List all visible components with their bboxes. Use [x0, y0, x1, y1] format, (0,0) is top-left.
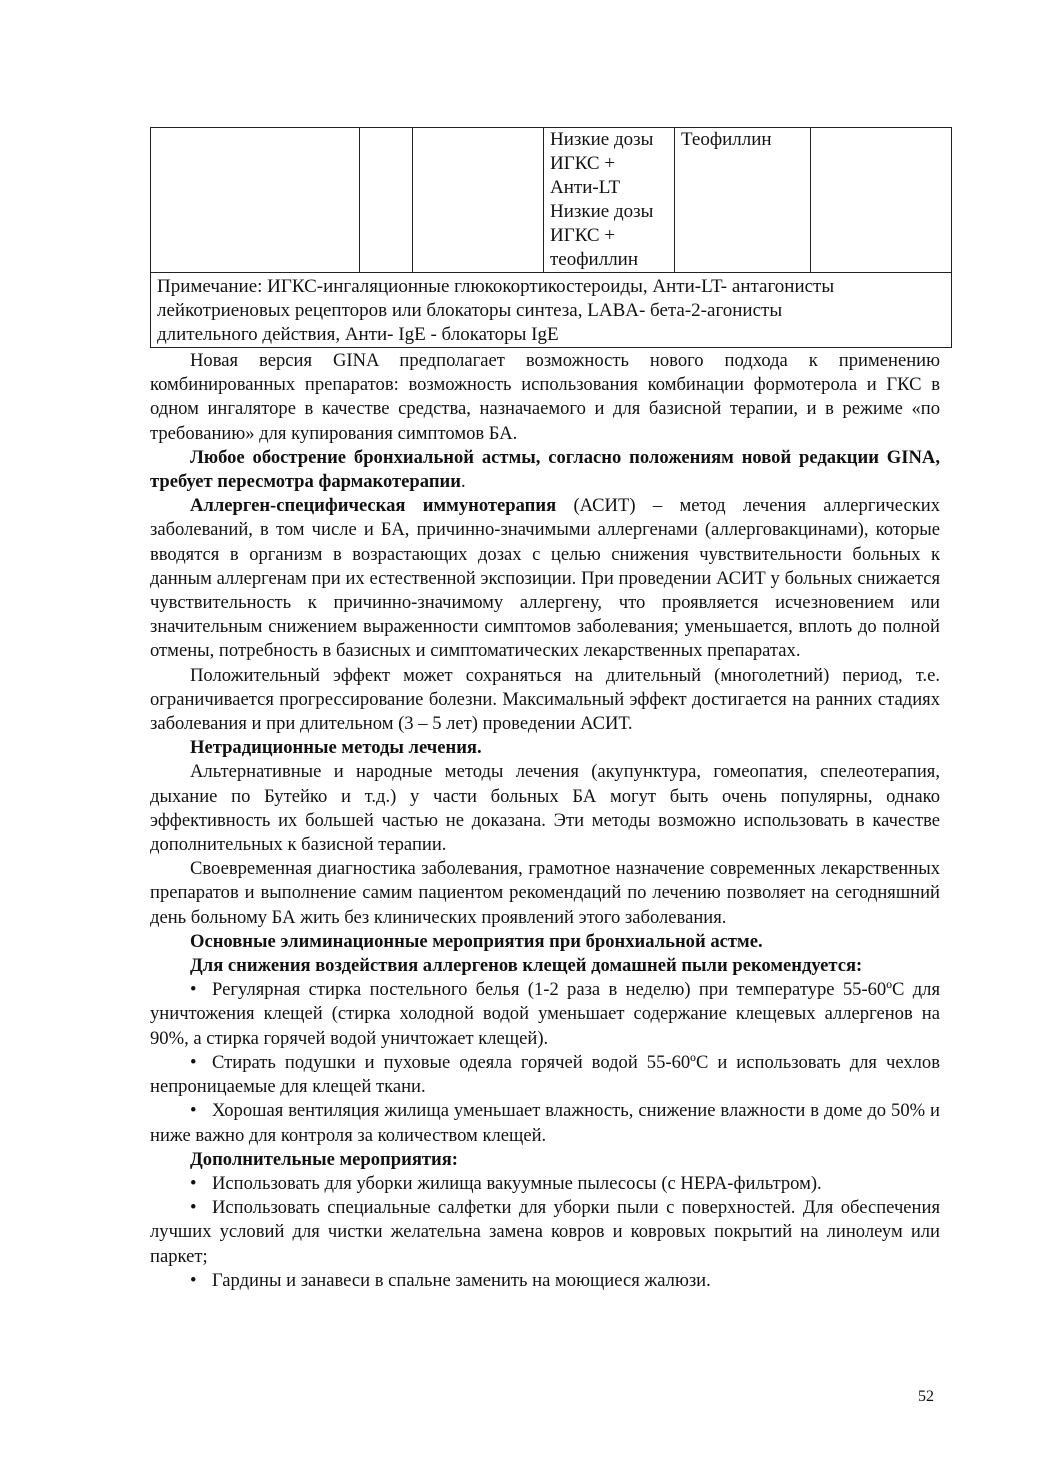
- list-item-vacuum: [150, 1172, 940, 1196]
- table-note-row: [151, 273, 952, 348]
- paragraph-asit: [150, 494, 940, 663]
- list-item-pillows: [150, 1051, 940, 1099]
- table-cell-empty-2: [360, 128, 413, 273]
- bullet-icon: •: [190, 1269, 197, 1291]
- bullet-icon: •: [190, 1100, 197, 1122]
- document-page: [150, 127, 940, 1293]
- paragraph-alternative-methods: Альтернативные и народные методы лечения (акупунктура, гомеопатия, спелеотерапия, дыхание по Бутейко и т.д.) у части больных БА могут быть очень популярны, однако эффективность их большей частью не доказана. Эти методы возможно использовать в качестве дополнительных к базисной терапии.: [150, 761, 940, 856]
- list-item-bed-linen: [150, 978, 940, 1051]
- table-cell-empty-6: [811, 128, 952, 273]
- heading-elimination-measures: Основные элиминационные мероприятия при бронхиальной астме.: [190, 930, 763, 952]
- list-item-text: Стирать подушки и пуховые одеяла горячей водой 55-60ºС и использовать для чехлов непроницаемые для клещей ткани.: [150, 1051, 940, 1098]
- heading-nontraditional-methods: Нетрадиционные методы лечения.: [190, 737, 482, 759]
- list-item-curtains: [150, 1269, 940, 1293]
- therapy-table: [150, 127, 952, 348]
- table-cell-empty-1: [151, 128, 360, 273]
- table-note: Примечание: ИГКС-ингаляционные глюкокортикостероиды, Анти-LT- антагонисты лейкотриеновых рецепторов или блокаторы синтеза, LABA- бета-2-агонисты длительного действия, Анти- IgE - блокаторы IgE: [151, 273, 952, 348]
- table-cell-low-dose-combinations: Низкие дозы ИГКС + Анти-LT Низкие дозы ИГКС + теофиллин: [544, 128, 675, 273]
- bullet-icon: •: [190, 1197, 197, 1219]
- asit-term: Аллерген-специфическая иммунотерапия: [190, 495, 557, 517]
- exacerbation-period: .: [460, 471, 466, 493]
- paragraph-positive-effect: Положительный эффект может сохраняться на длительный (многолетний) период, т.е. ограничивается прогрессирование болезни. Максимальный эффект достигается на ранних стадиях заболевания и при длительном (3 – 5 лет) проведении АСИТ.: [150, 664, 940, 735]
- page-number: 52: [918, 1388, 934, 1405]
- body-text: [150, 349, 940, 1293]
- asit-description: (АСИТ) – метод лечения аллергических заболеваний, в том числе и БА, причинно-значимыми аллергенами (аллерговакцинами), которые вводятся в организм в возрастающих дозах с целью снижения чувствительности больных к данным аллергенам при их естественной экспозиции. При проведении АСИТ у больных снижается чувствительность к причинно-значимому аллергену, что проявляется исчезновением или значительным снижением выраженности симптомов заболевания; уменьшается, вплоть до полной отмены, потребность в базисных и симптоматических лекарственных препаратах.: [150, 495, 940, 662]
- list-item-wipes: [150, 1196, 940, 1269]
- list-item-text: Хорошая вентиляция жилища уменьшает влажность, снижение влажности в доме до 50% и ниже важно для контроля за количеством клещей.: [150, 1100, 940, 1146]
- list-item-text: Использовать специальные салфетки для уборки пыли с поверхностей. Для обеспечения лучших условий для чистки желательна замена ковров и ковровых покрытий на линолеум или паркет;: [150, 1197, 940, 1267]
- list-item-ventilation: [150, 1099, 940, 1147]
- exacerbation-bold-text: Любое обострение бронхиальной астмы, согласно положениям новой редакции GINA, требует пересмотра фармакотерапии: [150, 446, 940, 493]
- table-row: [151, 128, 952, 273]
- table-cell-empty-3: [413, 128, 544, 273]
- bullet-icon: •: [190, 979, 197, 1001]
- heading-dust-mite-allergens: Для снижения воздействия аллергенов клещей домашней пыли рекомендуется:: [190, 955, 863, 977]
- bullet-icon: •: [190, 1051, 197, 1073]
- paragraph-exacerbation: [150, 446, 940, 494]
- table-cell-theophylline: Теофиллин: [675, 128, 811, 273]
- heading-additional-measures: Дополнительные мероприятия:: [190, 1148, 458, 1170]
- paragraph-timely-diagnosis: Своевременная диагностика заболевания, грамотное назначение современных лекарственных препаратов и выполнение самим пациентом рекомендаций по лечению позволяет на сегодняшний день больному БА жить без клинических проявлений этого заболевания.: [150, 858, 940, 928]
- list-item-text: Использовать для уборки жилища вакуумные пылесосы (с HEPA-фильтром).: [212, 1172, 822, 1194]
- list-item-text: Регулярная стирка постельного белья (1-2 раза в неделю) при температуре 55-60ºС для уничтожения клещей (стирка холодной водой уменьшает содержание клещевых аллергенов на 90%, а стирка горячей водой уничтожает клещей).: [150, 979, 940, 1049]
- list-item-text: Гардины и занавеси в спальне заменить на моющиеся жалюзи.: [212, 1269, 711, 1291]
- paragraph-gina-combination: Новая версия GINA предполагает возможность нового подхода к применению комбинированных препаратов: возможность использования комбинации формотерола и ГКС в одном ингаляторе в качестве средства, назначаемого и для базисной терапии, и в режиме «по требованию» для купирования симптомов БА.: [150, 350, 940, 444]
- bullet-icon: •: [190, 1172, 197, 1194]
